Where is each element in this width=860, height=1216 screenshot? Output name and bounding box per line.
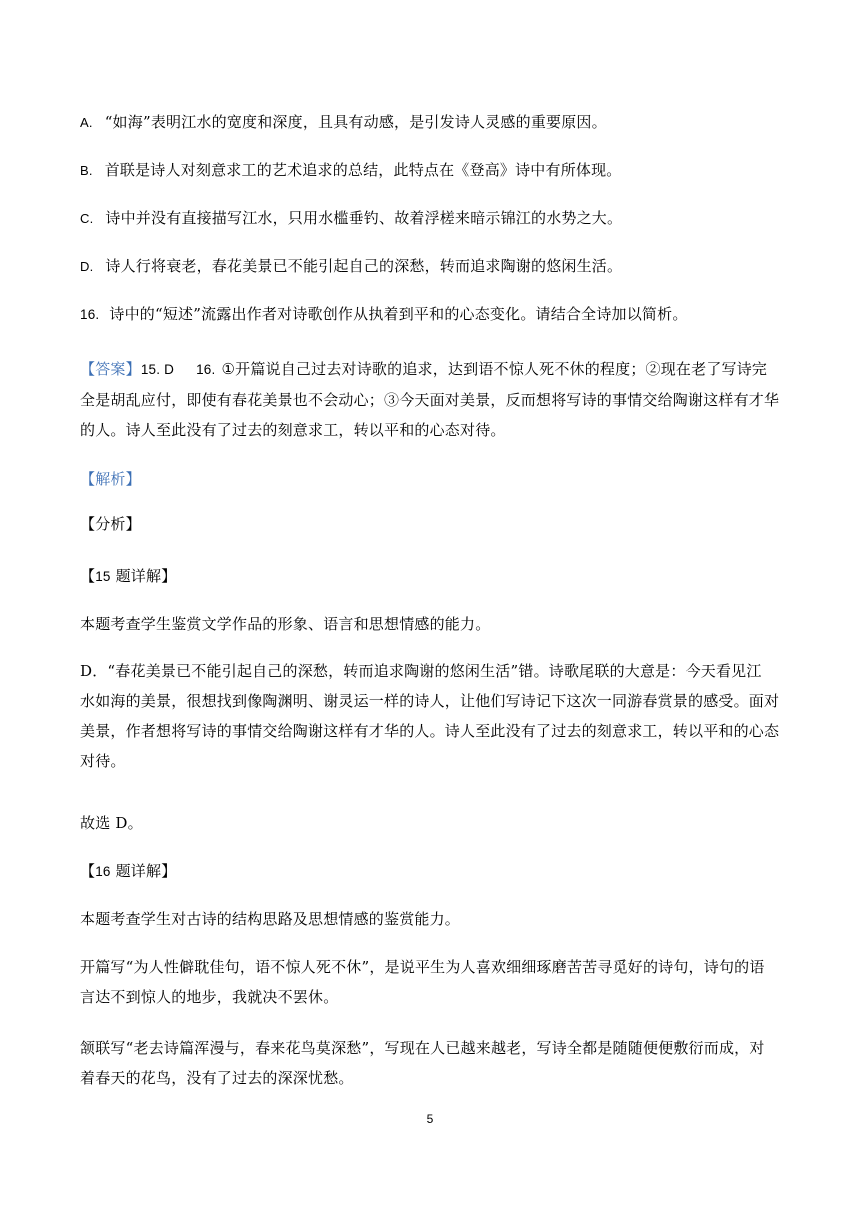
fenxi-tag: 【分析】 bbox=[80, 515, 141, 533]
answer-tag: 【答案】 bbox=[80, 360, 141, 378]
option-a-label: A. bbox=[80, 115, 93, 130]
q16-heading-rest: 题详解】 bbox=[110, 862, 177, 880]
option-c bbox=[80, 203, 780, 234]
page-number: 5 bbox=[426, 1112, 434, 1126]
question-16-text: 诗中的“短述”流露出作者对诗歌创作从执着到平和的心态变化。请结合全诗加以简析。 bbox=[109, 305, 688, 323]
q16-p2-line-1: 颔联写“老去诗篇浑漫与，春来花鸟莫深愁”，写现在人已越来越老，写诗全都是随随便便敷衍而成，对 bbox=[80, 1039, 765, 1057]
analysis-tag: 【解析】 bbox=[80, 470, 141, 488]
option-d bbox=[80, 251, 780, 282]
option-b bbox=[80, 155, 780, 186]
answer-line-1: ①开篇说自己过去对诗歌的追求，达到语不惊人死不休的程度；②现在老了写诗完 bbox=[221, 360, 768, 378]
option-a-text: “如海”表明江水的宽度和深度，且具有动感，是引发诗人灵感的重要原因。 bbox=[104, 113, 607, 131]
answer-line-3: 的人。诗人至此没有了过去的刻意求工，转以平和的心态对待。 bbox=[80, 421, 506, 439]
q15-heading-open: 【 bbox=[80, 567, 96, 585]
q15-body-line-2: 水如海的美景，很想找到像陶渊明、谢灵运一样的诗人，让他们写诗记下这次一同游春赏景的感受。面对 bbox=[80, 692, 780, 710]
answer-block bbox=[80, 354, 780, 445]
option-d-label: D. bbox=[80, 259, 94, 274]
q16-p1-line-2: 言达不到惊人的地步，我就决不罢休。 bbox=[80, 988, 339, 1006]
answer-q15: 15. D bbox=[140, 362, 175, 377]
answer-line-2: 全是胡乱应付，即使有春花美景也不会动心；③今天面对美景，反而想将写诗的事情交给陶谢这样有才华 bbox=[80, 391, 780, 409]
q16-p2-line-2: 着春天的花鸟，没有了过去的深深忧愁。 bbox=[80, 1069, 354, 1087]
q16-paragraph-1 bbox=[80, 952, 780, 1012]
q16-heading-num: 16 bbox=[95, 864, 111, 879]
q15-body-line-4: 对待。 bbox=[80, 752, 126, 770]
option-b-label: B. bbox=[80, 163, 93, 178]
question-16 bbox=[80, 299, 780, 330]
q16-p1-line-1: 开篇写“为人性僻耽佳句，语不惊人死不休”，是说平生为人喜欢细细琢磨苦苦寻觅好的诗句，诗句的语 bbox=[80, 958, 765, 976]
q16-heading-open: 【 bbox=[80, 862, 96, 880]
q15-heading-rest: 题详解】 bbox=[110, 567, 177, 585]
q15-heading-num: 15 bbox=[95, 569, 111, 584]
option-b-text: 首联是诗人对刻意求工的艺术追求的总结，此特点在《登高》诗中有所体现。 bbox=[104, 161, 622, 179]
q16-paragraph-2 bbox=[80, 1033, 780, 1093]
q15-intro: 本题考查学生鉴赏文学作品的形象、语言和思想情感的能力。 bbox=[80, 615, 491, 633]
option-d-text: 诗人行将衰老，春花美景已不能引起自己的深愁，转而追求陶谢的悠闲生活。 bbox=[105, 257, 623, 275]
option-a bbox=[80, 107, 780, 138]
question-16-number: 16. bbox=[80, 307, 100, 322]
q15-body bbox=[80, 656, 780, 776]
q15-conclusion: 故选 D。 bbox=[80, 814, 143, 832]
q15-body-line-3: 美景，作者想将写诗的事情交给陶谢这样有才华的人。诗人至此没有了过去的刻意求工，转以平和的心态 bbox=[80, 722, 780, 740]
q16-detail-heading bbox=[80, 856, 780, 887]
answer-q16-number: 16. bbox=[196, 362, 216, 377]
q16-intro: 本题考查学生对古诗的结构思路及思想情感的鉴赏能力。 bbox=[80, 910, 461, 928]
q15-body-line-1: D．“春花美景已不能引起自己的深愁，转而追求陶谢的悠闲生活”错。诗歌尾联的大意是：今天看见江 bbox=[80, 662, 762, 680]
option-c-text: 诗中并没有直接描写江水，只用水槛垂钓、故着浮槎来暗示锦江的水势之大。 bbox=[105, 209, 623, 227]
option-c-label: C. bbox=[80, 211, 94, 226]
q15-detail-heading bbox=[80, 561, 780, 592]
